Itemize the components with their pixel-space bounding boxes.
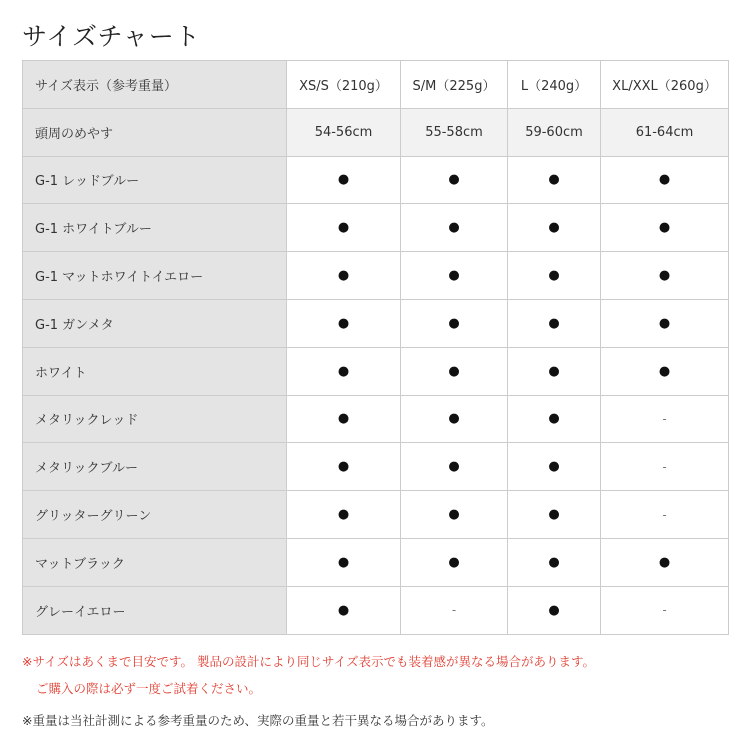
- availability-cell: ●: [401, 156, 508, 204]
- availability-cell: ●: [401, 395, 508, 443]
- size-note: ※サイズはあくまで目安です。 製品の設計により同じサイズ表示でも装着感が異なる場合があります。: [22, 654, 595, 669]
- table-row: [23, 156, 729, 204]
- head-circumference-value: 54-56cm: [287, 108, 401, 156]
- table-row: [23, 299, 729, 347]
- model-label: ホワイト: [23, 347, 287, 395]
- try-on-note: ご購入の際は必ず一度ご試着ください。: [36, 681, 262, 696]
- model-label: メタリックレッド: [23, 395, 287, 443]
- table-row: [23, 491, 729, 539]
- model-label: G-1 レッドブルー: [23, 156, 287, 204]
- availability-cell: ●: [601, 299, 729, 347]
- availability-cell: ●: [508, 538, 601, 586]
- availability-cell: ●: [287, 443, 401, 491]
- table-row: [23, 252, 729, 300]
- table-header-row: [23, 61, 729, 109]
- availability-cell: -: [601, 491, 729, 539]
- availability-cell: ●: [287, 204, 401, 252]
- head-circumference-value: 59-60cm: [508, 108, 601, 156]
- availability-cell: ●: [601, 252, 729, 300]
- availability-cell: ●: [601, 538, 729, 586]
- availability-cell: ●: [508, 252, 601, 300]
- availability-cell: ●: [401, 538, 508, 586]
- availability-cell: -: [401, 586, 508, 634]
- table-row: [23, 395, 729, 443]
- table-row: [23, 347, 729, 395]
- model-label: メタリックブルー: [23, 443, 287, 491]
- availability-cell: ●: [401, 204, 508, 252]
- table-row: [23, 443, 729, 491]
- head-circumference-row: [23, 108, 729, 156]
- table-row: [23, 204, 729, 252]
- availability-cell: ●: [287, 491, 401, 539]
- availability-cell: ●: [287, 538, 401, 586]
- availability-cell: ●: [401, 299, 508, 347]
- availability-cell: ●: [287, 347, 401, 395]
- table-row: [23, 586, 729, 634]
- availability-cell: ●: [401, 491, 508, 539]
- availability-cell: ●: [601, 204, 729, 252]
- availability-cell: ●: [601, 156, 729, 204]
- availability-cell: ●: [508, 491, 601, 539]
- size-header-s-m: S/M（225g）: [401, 61, 508, 109]
- size-header-xl-xxl: XL/XXL（260g）: [601, 61, 729, 109]
- model-label: グリッターグリーン: [23, 491, 287, 539]
- availability-cell: ●: [287, 252, 401, 300]
- availability-cell: ●: [287, 395, 401, 443]
- weight-note: ※重量は当社計測による参考重量のため、実際の重量と若干異なる場合があります。: [22, 713, 494, 728]
- header-label-cell: サイズ表示（参考重量）: [23, 61, 287, 109]
- availability-cell: ●: [508, 443, 601, 491]
- page-title: サイズチャート: [22, 22, 201, 51]
- head-circumference-value: 61-64cm: [601, 108, 729, 156]
- availability-cell: -: [601, 586, 729, 634]
- availability-cell: -: [601, 443, 729, 491]
- availability-cell: ●: [401, 347, 508, 395]
- head-circumference-label: 頭周のめやす: [23, 108, 287, 156]
- size-header-l: L（240g）: [508, 61, 601, 109]
- availability-cell: ●: [287, 299, 401, 347]
- availability-cell: ●: [508, 395, 601, 443]
- availability-cell: ●: [508, 156, 601, 204]
- model-label: マットブラック: [23, 538, 287, 586]
- model-label: グレーイエロー: [23, 586, 287, 634]
- availability-cell: -: [601, 395, 729, 443]
- model-label: G-1 マットホワイトイエロー: [23, 252, 287, 300]
- model-label: G-1 ガンメタ: [23, 299, 287, 347]
- model-label: G-1 ホワイトブルー: [23, 204, 287, 252]
- size-header-xs-s: XS/S（210g）: [287, 61, 401, 109]
- table-row: [23, 538, 729, 586]
- availability-cell: ●: [508, 586, 601, 634]
- availability-cell: ●: [508, 204, 601, 252]
- availability-cell: ●: [401, 252, 508, 300]
- availability-cell: ●: [287, 586, 401, 634]
- availability-cell: ●: [508, 299, 601, 347]
- availability-cell: ●: [401, 443, 508, 491]
- head-circumference-value: 55-58cm: [401, 108, 508, 156]
- availability-cell: ●: [508, 347, 601, 395]
- size-chart-table: [22, 60, 729, 635]
- availability-cell: ●: [287, 156, 401, 204]
- availability-cell: ●: [601, 347, 729, 395]
